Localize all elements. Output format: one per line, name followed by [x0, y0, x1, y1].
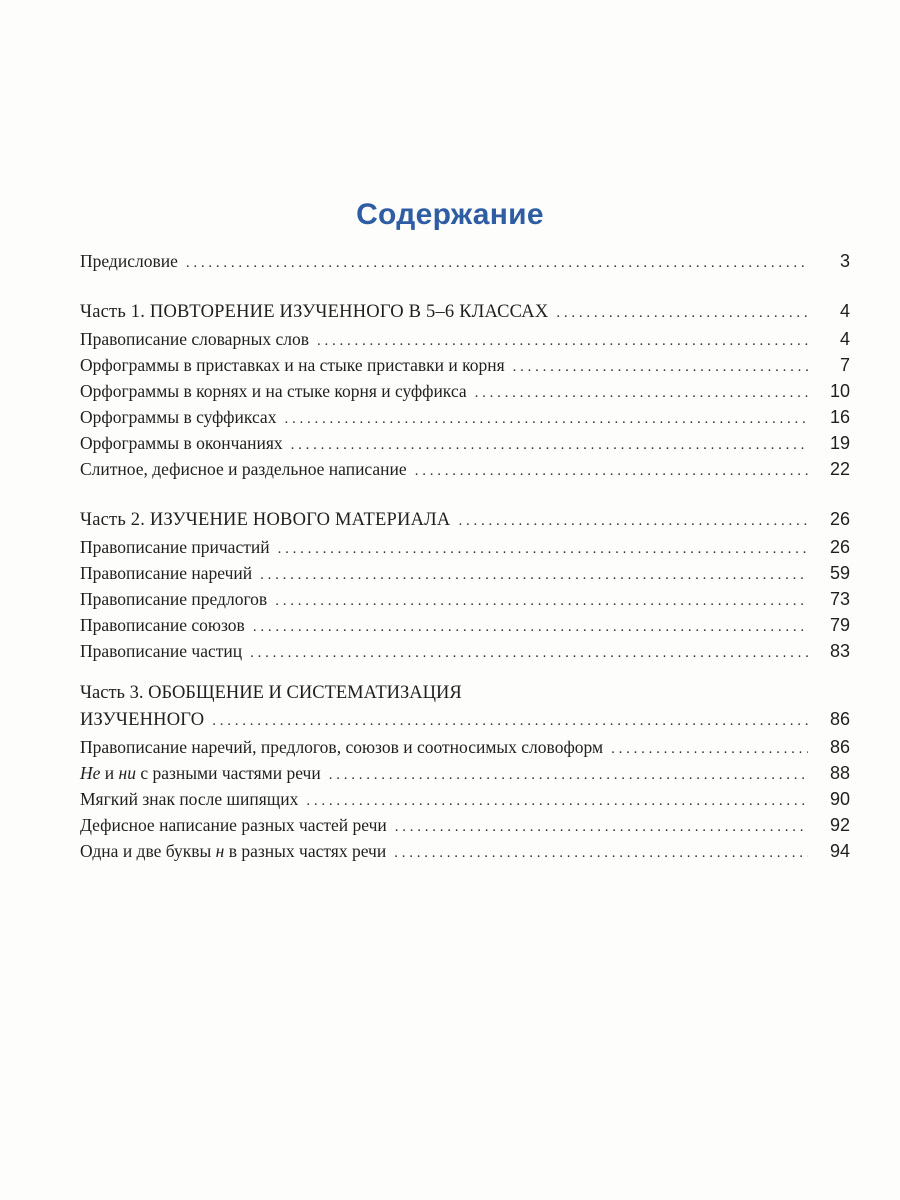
italic-word: Не [80, 763, 101, 783]
dot-leader [253, 619, 808, 636]
toc-part-3[interactable] [80, 683, 850, 737]
toc-entry-preface[interactable] [80, 251, 850, 277]
dot-leader [306, 793, 808, 810]
toc-entry-label: Орфограммы в приставках и на стыке приставки и корня [80, 355, 505, 375]
toc-entry[interactable] [80, 789, 850, 815]
toc-entry[interactable] [80, 815, 850, 841]
toc-entry-label: Мягкий знак после шипящих [80, 789, 299, 809]
toc-page-number: 10 [829, 381, 850, 401]
toc-entry[interactable] [80, 763, 850, 789]
toc-page-number: 83 [829, 641, 850, 661]
toc-page-number: 92 [829, 815, 850, 835]
toc-page-number: 19 [829, 433, 850, 453]
toc-entry-label: Предисловие [80, 251, 178, 271]
dot-leader [475, 385, 808, 402]
toc-page-number: 88 [829, 763, 850, 783]
toc-page-number: 22 [829, 459, 850, 479]
dot-leader [291, 437, 808, 454]
toc-part-2[interactable] [80, 509, 850, 537]
dot-leader [458, 513, 808, 530]
toc-entry-label: Слитное, дефисное и раздельное написание [80, 459, 407, 479]
dot-leader [284, 411, 808, 428]
toc-page-number: 73 [829, 589, 850, 609]
dot-leader [317, 333, 808, 350]
toc-entry-label: Правописание союзов [80, 615, 245, 635]
toc-page-number: 79 [829, 615, 850, 635]
toc-page-number: 3 [839, 251, 850, 271]
toc-page-number: 16 [829, 407, 850, 427]
dot-leader [394, 845, 808, 862]
toc-entry-label: Правописание предлогов [80, 589, 268, 609]
toc-entry[interactable] [80, 841, 850, 867]
dot-leader [395, 819, 808, 836]
toc-entry[interactable] [80, 459, 850, 485]
toc-entry[interactable] [80, 433, 850, 459]
toc-entry[interactable] [80, 737, 850, 763]
toc-page-number: 59 [829, 563, 850, 583]
toc-page-number: 86 [829, 737, 850, 757]
toc-entry-label: Правописание словарных слов [80, 329, 309, 349]
toc-entry[interactable] [80, 589, 850, 615]
toc-page-number: 90 [829, 789, 850, 809]
toc-entry-label: Правописание частиц [80, 641, 243, 661]
toc-part-1[interactable] [80, 301, 850, 329]
toc-entry[interactable] [80, 407, 850, 433]
toc-page-number: 7 [839, 355, 850, 375]
toc-entry[interactable] [80, 381, 850, 407]
toc-part-label: Часть 1. ПОВТОРЕНИЕ ИЗУЧЕННОГО В 5–6 КЛАССАХ [80, 302, 549, 322]
toc-entry-label: Орфограммы в окончаниях [80, 433, 283, 453]
toc-page-number: 26 [829, 509, 850, 529]
dot-leader [278, 541, 808, 558]
italic-word: ни [118, 763, 136, 783]
toc-entry[interactable] [80, 355, 850, 381]
dot-leader [329, 767, 808, 784]
toc-part-label: Часть 2. ИЗУЧЕНИЕ НОВОГО МАТЕРИАЛА [80, 510, 451, 530]
dot-leader [186, 255, 808, 272]
dot-leader [275, 593, 808, 610]
dot-leader [260, 567, 808, 584]
toc-entry[interactable] [80, 641, 850, 667]
toc-page-number: 26 [829, 537, 850, 557]
dot-leader [611, 741, 808, 758]
toc-page-number: 4 [839, 301, 850, 321]
toc-part-label-line2: ИЗУЧЕННОГО [80, 710, 205, 730]
toc-entry-label: Орфограммы в суффиксах [80, 407, 277, 427]
toc-entry-label: Правописание причастий [80, 537, 270, 557]
toc-part-label-line1: Часть 3. ОБОБЩЕНИЕ И СИСТЕМАТИЗАЦИЯ [80, 683, 462, 703]
toc-page-number: 86 [829, 709, 850, 729]
dot-leader [556, 305, 808, 322]
toc-entry[interactable] [80, 615, 850, 641]
toc-entry[interactable] [80, 537, 850, 563]
dot-leader [415, 463, 808, 480]
table-of-contents [80, 251, 850, 867]
dot-leader [250, 645, 808, 662]
dot-leader [513, 359, 808, 376]
label-part: в разных частях речи [224, 841, 387, 861]
label-part: и [100, 763, 119, 783]
toc-entry-label [80, 763, 321, 784]
toc-entry-label: Дефисное написание разных частей речи [80, 815, 387, 835]
toc-entry-label [80, 841, 386, 862]
toc-page-number: 4 [839, 329, 850, 349]
dot-leader [212, 713, 808, 730]
italic-letter: н [215, 841, 225, 861]
toc-page-number: 94 [829, 841, 850, 861]
toc-entry[interactable] [80, 329, 850, 355]
toc-entry-label: Орфограммы в корнях и на стыке корня и суффикса [80, 381, 467, 401]
toc-entry-label: Правописание наречий, предлогов, союзов и соотносимых словоформ [80, 737, 604, 757]
page-title: Содержание [356, 198, 544, 231]
toc-entry[interactable] [80, 563, 850, 589]
label-part: Одна и две буквы [80, 841, 216, 861]
toc-entry-label: Правописание наречий [80, 563, 253, 583]
label-part: с разными частями речи [135, 763, 321, 783]
